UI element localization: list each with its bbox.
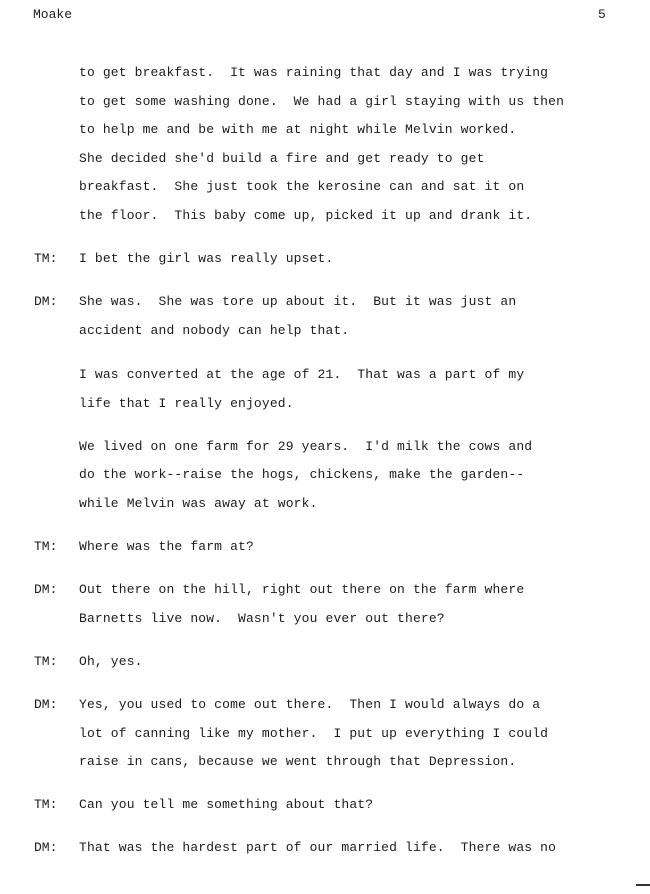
transcript-line: We lived on one farm for 29 years. I'd milk the cows and	[79, 439, 533, 454]
transcript-line: while Melvin was away at work.	[79, 496, 318, 511]
transcript-line: breakfast. She just took the kerosine can and sat it on	[79, 179, 525, 194]
transcript-line: to get breakfast. It was raining that day and I was trying	[79, 65, 549, 80]
speaker-label: DM:	[34, 582, 58, 597]
transcript-line: I was converted at the age of 21. That was a part of my	[79, 367, 525, 382]
speaker-label: TM:	[34, 797, 58, 812]
speaker-label: TM:	[34, 539, 58, 554]
transcript-line: Where was the farm at?	[79, 539, 254, 554]
transcript-line: lot of canning like my mother. I put up everything I could	[79, 726, 549, 741]
transcript-line: the floor. This baby come up, picked it up and drank it.	[79, 208, 533, 223]
transcript-line: to get some washing done. We had a girl staying with us then	[79, 94, 565, 109]
transcript-line: accident and nobody can help that.	[79, 323, 350, 338]
transcript-line: Oh, yes.	[79, 654, 143, 669]
speaker-label: DM:	[34, 840, 58, 855]
transcript-line: Can you tell me something about that?	[79, 797, 374, 812]
speaker-label: DM:	[34, 697, 58, 712]
transcript-line: She was. She was tore up about it. But it was just an	[79, 294, 517, 309]
transcript-line: to help me and be with me at night while Melvin worked.	[79, 122, 517, 137]
transcript-line: raise in cans, because we went through that Depression.	[79, 754, 517, 769]
transcript-line: Yes, you used to come out there. Then I would always do a	[79, 697, 541, 712]
transcript-line: She decided she'd build a fire and get ready to get	[79, 151, 485, 166]
transcript-line: life that I really enjoyed.	[79, 396, 294, 411]
transcript-line: Barnetts live now. Wasn't you ever out there?	[79, 611, 445, 626]
speaker-label: TM:	[34, 251, 58, 266]
transcript-line: I bet the girl was really upset.	[79, 251, 334, 266]
page-edge-mark	[636, 884, 650, 886]
transcript-line: do the work--raise the hogs, chickens, make the garden--	[79, 467, 525, 482]
transcript-line: Out there on the hill, right out there on the farm where	[79, 582, 525, 597]
transcript-line: That was the hardest part of our married life. There was no	[79, 840, 557, 855]
speaker-label: DM:	[34, 294, 58, 309]
page-number: 5	[598, 7, 606, 22]
page-header-name: Moake	[33, 7, 73, 22]
speaker-label: TM:	[34, 654, 58, 669]
